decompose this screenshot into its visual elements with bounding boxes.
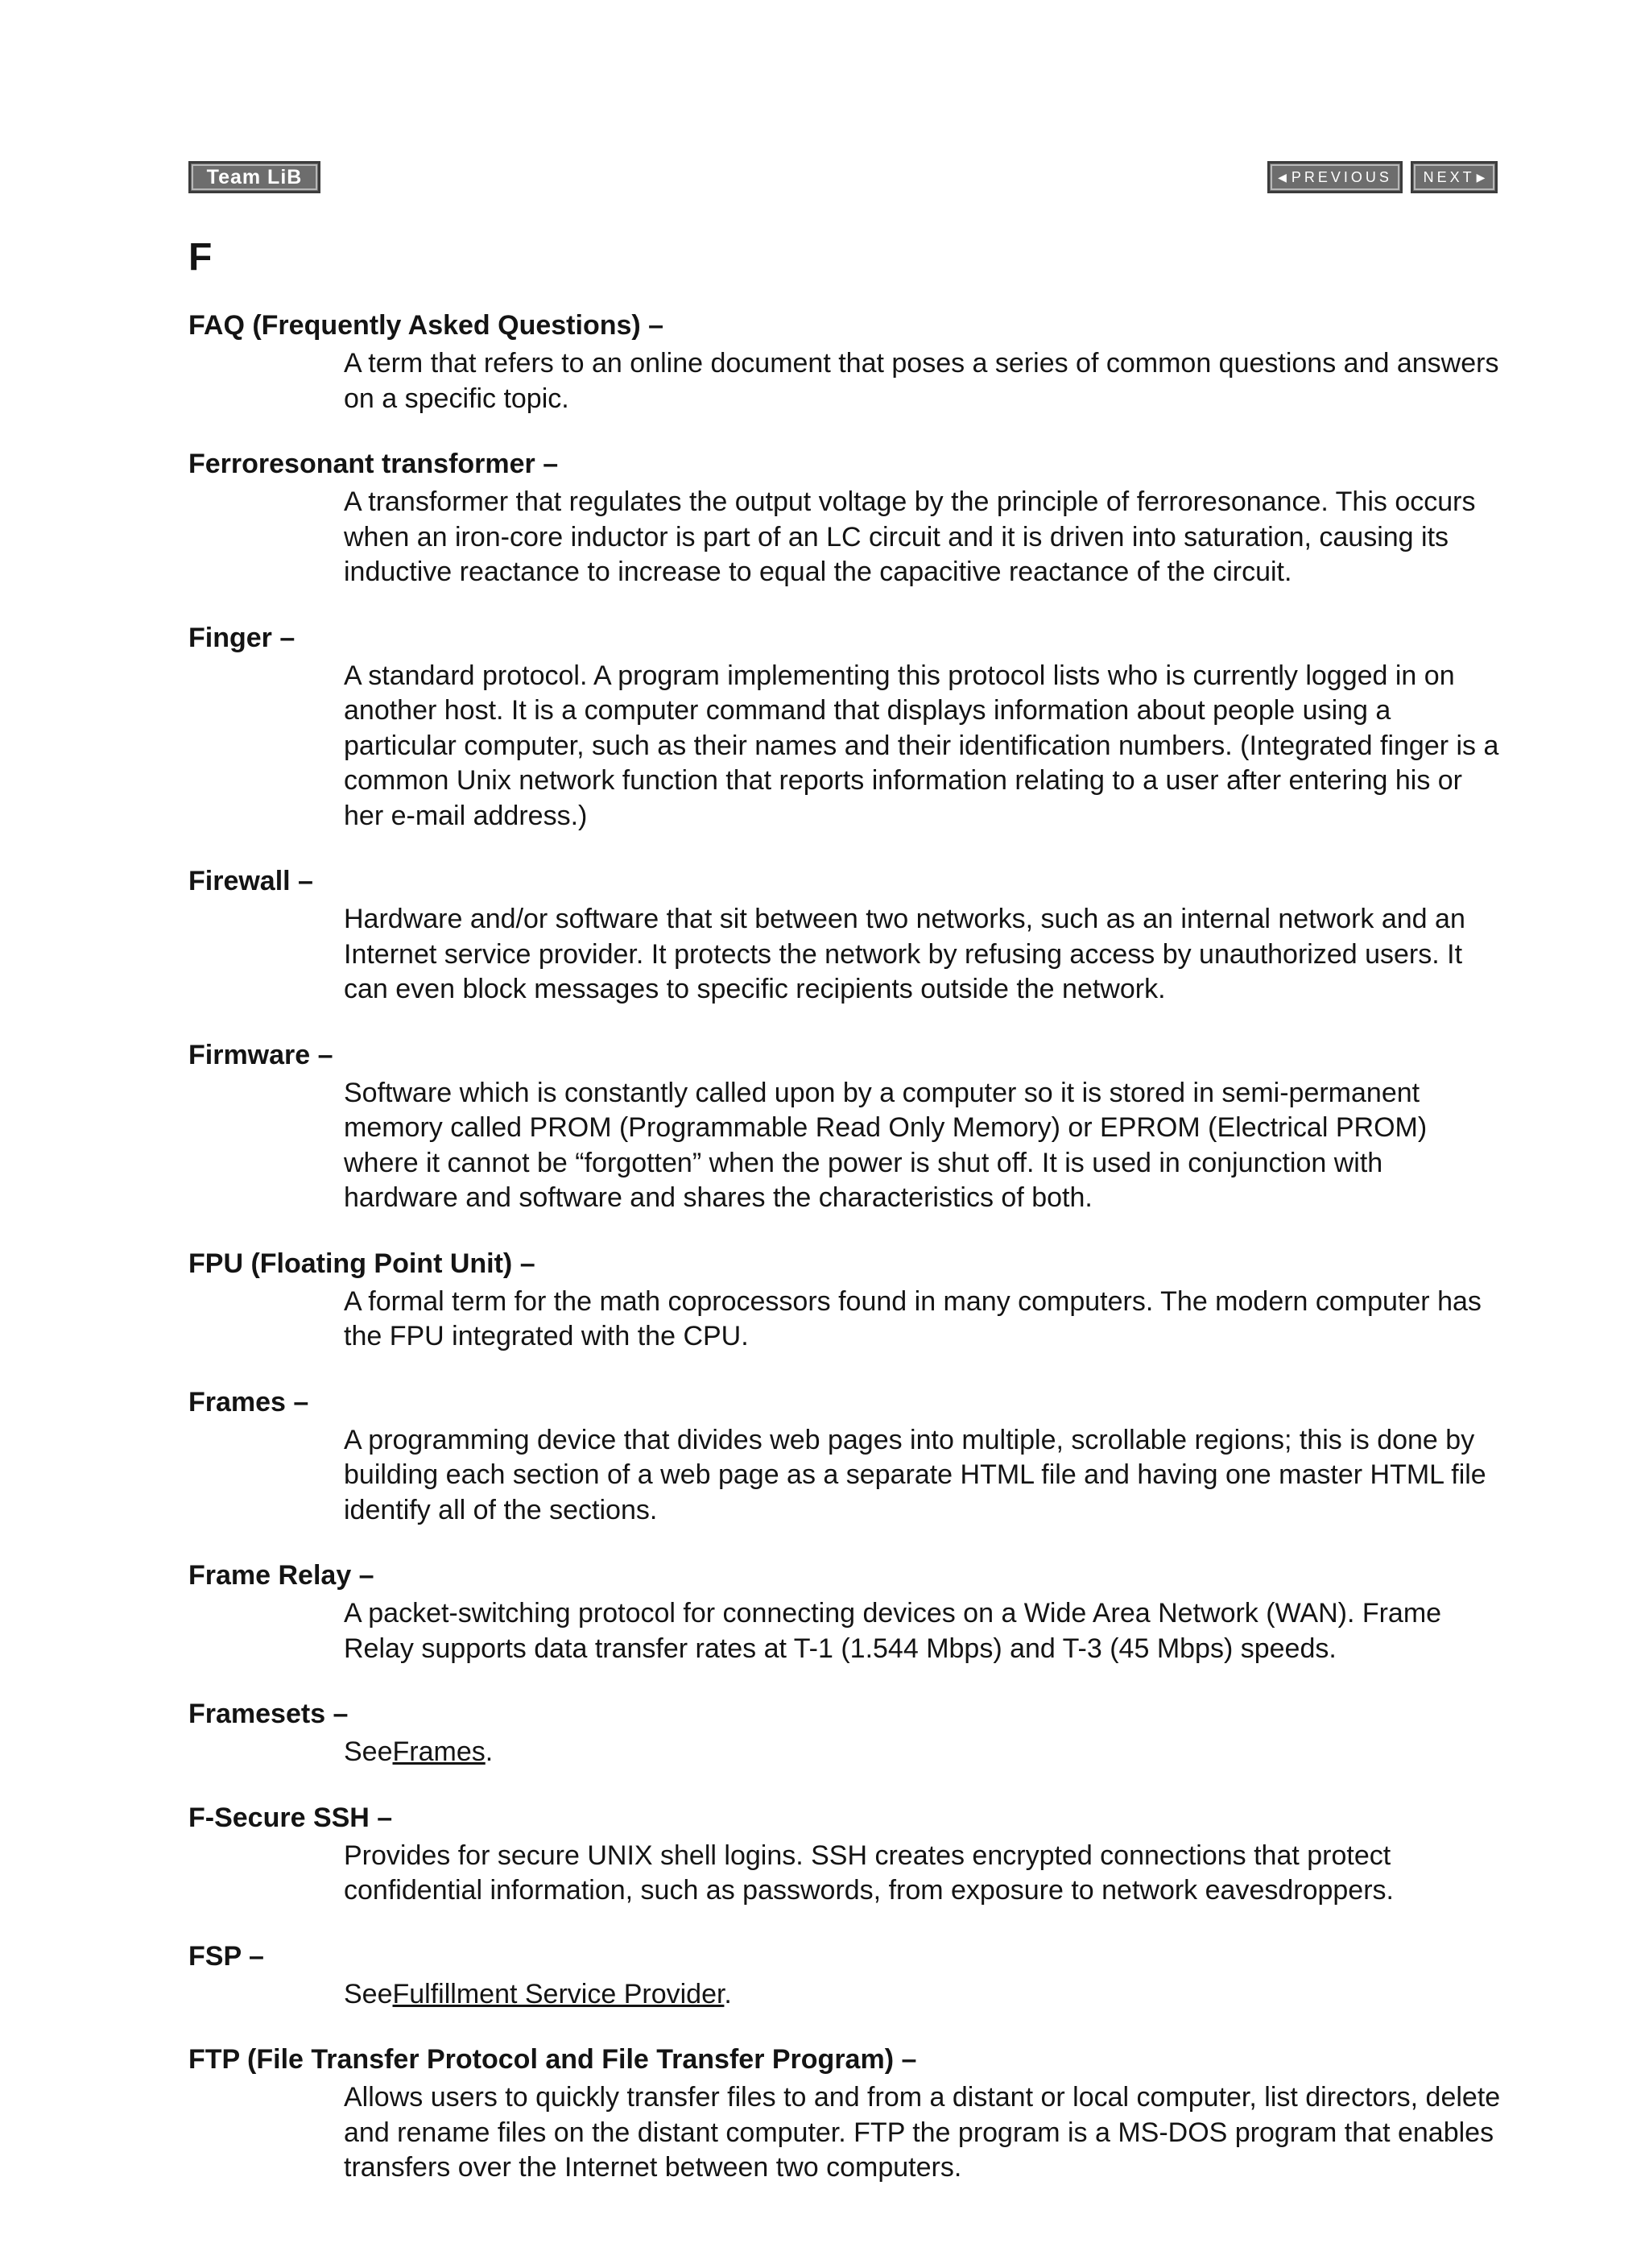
see-prefix: See <box>344 1978 393 2009</box>
glossary-entry <box>188 2038 1525 2186</box>
glossary-entry <box>188 1554 1525 1666</box>
glossary-entry <box>188 860 1525 1008</box>
glossary-term: Ferroresonant transformer – <box>188 449 559 479</box>
glossary-entry <box>188 1243 1525 1355</box>
arrow-left-icon: ◀ <box>1278 171 1287 184</box>
top-navigation-bar <box>188 161 1498 193</box>
glossary-definition: A packet-switching protocol for connecting devices on a Wide Area Network (WAN). Frame Relay supports data transfer rates at T-1 (1.544 Mbps) and T-3 (45 Mbps) speeds. <box>344 1598 1442 1664</box>
glossary-definition: A formal term for the math coprocessors found in many computers. The modern computer has the FPU integrated with the CPU. <box>344 1285 1482 1351</box>
team-lib-button[interactable]: Team LiB <box>188 161 320 193</box>
section-letter-heading: F <box>188 236 213 279</box>
glossary-entry <box>188 617 1525 834</box>
glossary-term: Framesets – <box>188 1699 349 1729</box>
cross-reference-link[interactable]: Fulfillment Service Provider <box>392 1978 725 2009</box>
glossary-term: Finger – <box>188 622 295 653</box>
glossary-term: Frame Relay – <box>188 1560 374 1591</box>
glossary-entry <box>188 1381 1525 1529</box>
glossary-entry <box>188 1797 1525 1909</box>
see-suffix: . <box>485 1736 494 1767</box>
next-button[interactable] <box>1411 161 1498 193</box>
next-label: NEXT <box>1423 169 1475 185</box>
glossary-list <box>188 304 1525 2212</box>
glossary-term: FTP (File Transfer Protocol and File Transfer Program) – <box>188 2044 917 2075</box>
glossary-definition: Software which is constantly called upon by a computer so it is stored in semi-permanent memory called PROM (Programmable Read Only Memory) or EPROM (Electrical PROM) where it cannot be “forgotten” when the power is shut off. It is used in conjunction with hardware and software and shares the characteristics of both. <box>344 1077 1428 1213</box>
glossary-term: FAQ (Frequently Asked Questions) – <box>188 310 664 341</box>
glossary-term: FSP – <box>188 1940 264 1972</box>
see-suffix: . <box>724 1978 732 2009</box>
glossary-entry <box>188 443 1525 590</box>
previous-button[interactable] <box>1267 161 1403 193</box>
glossary-term: F-Secure SSH – <box>188 1802 393 1833</box>
glossary-definition: A term that refers to an online document that poses a series of common questions and answers on a specific topic. <box>344 348 1499 414</box>
glossary-definition: A programming device that divides web pages into multiple, scrollable regions; this is done by building each section of a web page as a separate HTML file and having one master HTML file identify all of the sections. <box>344 1424 1486 1525</box>
glossary-definition: Hardware and/or software that sit between two networks, such as an internal network and an Internet service provider. It protects the network by refusing access by unauthorized users. It can even block messages to specific recipients outside the network. <box>344 904 1465 1004</box>
previous-label: PREVIOUS <box>1291 169 1392 185</box>
glossary-definition: A standard protocol. A program implementing this protocol lists who is currently logged in on another host. It is a computer command that displays information about people using a particular computer, such as their names and their identification numbers. (Integrated finger is a common Unix network function that reports information relating to a user after entering his or her e-mail address.) <box>344 660 1499 831</box>
glossary-term: Firmware – <box>188 1039 333 1070</box>
glossary-term: FPU (Floating Point Unit) – <box>188 1248 535 1279</box>
glossary-entry <box>188 1935 1525 2013</box>
glossary-entry <box>188 1693 1525 1770</box>
glossary-definition: A transformer that regulates the output voltage by the principle of ferroresonance. This occurs when an iron-core inductor is part of an LC circuit and it is driven into saturation, causing its inductive reactance to increase to equal the capacitive reactance of the circuit. <box>344 486 1476 587</box>
glossary-definition: Provides for secure UNIX shell logins. SSH creates encrypted connections that protect confidential information, such as passwords, from exposure to network eavesdroppers. <box>344 1840 1394 1906</box>
glossary-entry <box>188 304 1525 416</box>
glossary-definition <box>344 1977 1503 2013</box>
see-prefix: See <box>344 1736 393 1767</box>
glossary-definition <box>344 1735 1503 1770</box>
glossary-term: Firewall – <box>188 866 313 896</box>
cross-reference-link[interactable]: Frames <box>392 1736 486 1767</box>
glossary-entry <box>188 1034 1525 1216</box>
arrow-right-icon: ▶ <box>1476 171 1486 184</box>
glossary-definition: Allows users to quickly transfer files to and from a distant or local computer, list directors, delete and rename files on the distant computer. FTP the program is a MS-DOS program that enables transfers over the Internet between two computers. <box>344 2082 1501 2183</box>
glossary-term: Frames – <box>188 1386 309 1418</box>
